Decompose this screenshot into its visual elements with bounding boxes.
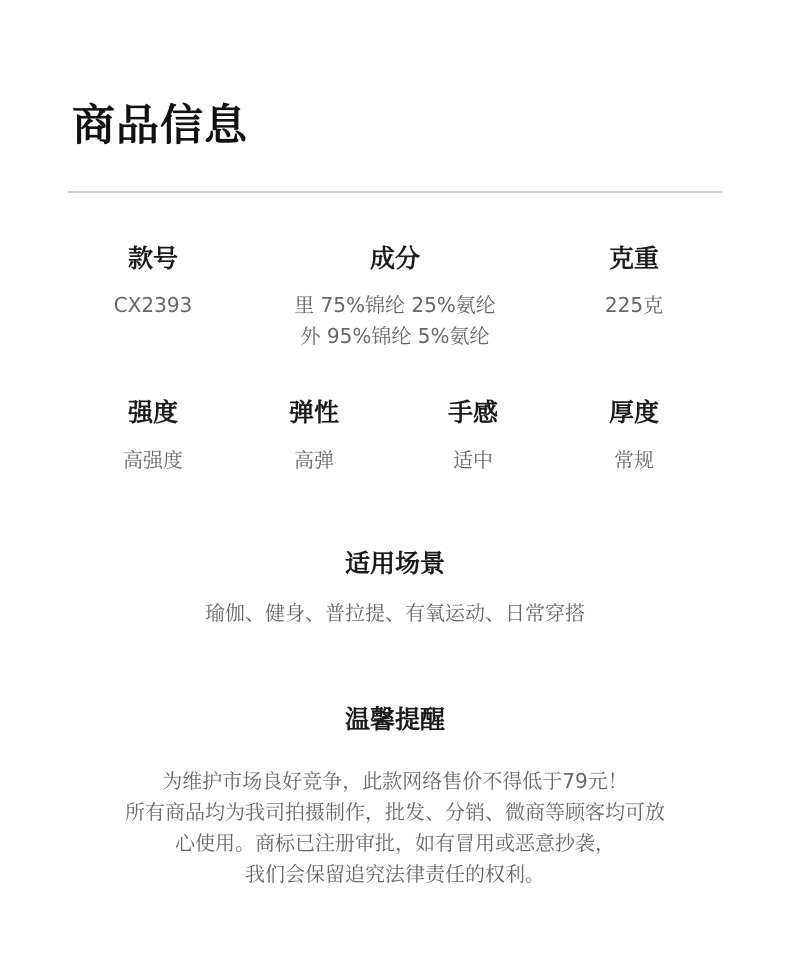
spec-strength — [73, 397, 233, 476]
spec-label: 成分 — [369, 244, 420, 273]
spec-label: 克重 — [608, 244, 659, 273]
notice-text — [0, 766, 790, 890]
notice-line: 为维护市场良好竞争，此款网络售价不得低于79元！ — [162, 769, 628, 793]
notice-line: 心使用。商标已注册审批，如有冒用或恶意抄袭， — [175, 831, 615, 855]
notice-heading: 温馨提醒 — [344, 705, 445, 734]
notice-line: 我们会保留追究法律责任的权利。 — [245, 862, 545, 886]
notice-section — [0, 704, 790, 890]
spec-value: CX2393 — [113, 293, 193, 317]
page-title: 商品信息 — [72, 101, 248, 151]
spec-weight — [534, 243, 734, 321]
spec-style-number — [53, 243, 253, 321]
spec-value-lining: 里 75%锦纶 25%氨纶 — [294, 293, 496, 317]
spec-value: 适中 — [453, 448, 493, 472]
spec-label: 款号 — [127, 244, 178, 273]
spec-label: 弹性 — [288, 398, 339, 427]
spec-value: 225克 — [604, 293, 664, 317]
scene-text: 瑜伽、健身、普拉提、有氧运动、日常穿搭 — [205, 601, 585, 625]
spec-label: 强度 — [127, 398, 178, 427]
spec-value: 常规 — [614, 448, 654, 472]
title-divider — [68, 191, 722, 193]
spec-thickness — [554, 397, 714, 476]
spec-value: 高弹 — [294, 448, 334, 472]
spec-elasticity — [234, 397, 394, 476]
spec-hand-feel — [393, 397, 553, 476]
notice-line: 所有商品均为我司拍摄制作，批发、分销、微商等顾客均可放 — [125, 800, 665, 824]
spec-composition — [245, 243, 545, 352]
spec-value-outer: 外 95%锦纶 5%氨纶 — [300, 324, 490, 348]
spec-value: 高强度 — [123, 448, 183, 472]
spec-label: 厚度 — [608, 398, 659, 427]
spec-label: 手感 — [447, 398, 498, 427]
scene-heading: 适用场景 — [344, 549, 445, 578]
scene-section — [0, 548, 790, 629]
